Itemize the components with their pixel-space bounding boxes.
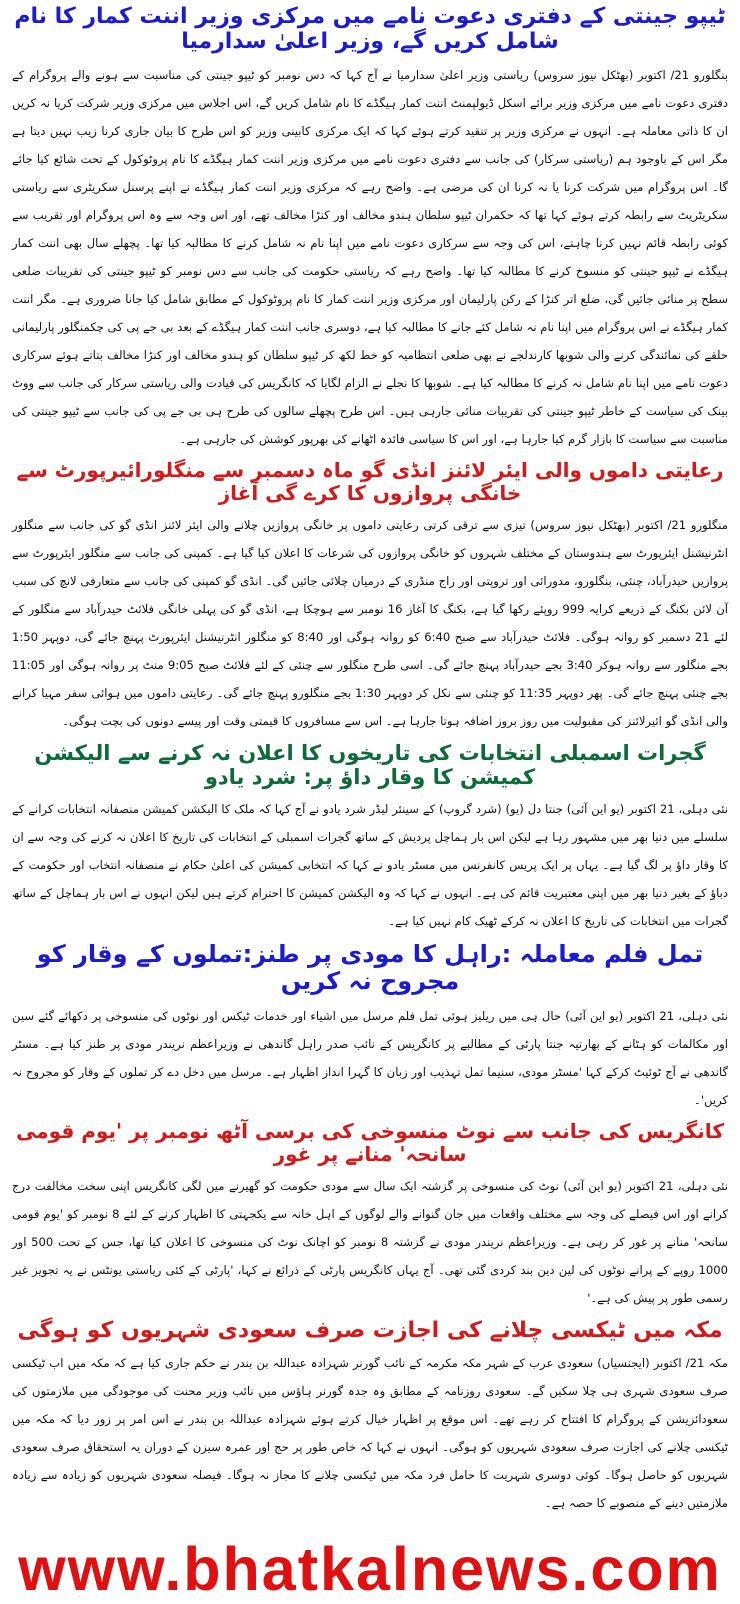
article-body: منگلورو 21/ اکتوبر (بھٹکل نیوز سروس) تیزی سے ترقی کرتی رعایتی داموں پر خانگی پروازیں چلانے والی ایئر لائنز انڈی گو کی جانب سے منگلور انٹرنیشنل ایئرپورٹ سے ہندوستان کے مختلف شہروں کو خانگی پروازوں کی شرعات کا اعلان کیا گیا ہے۔ کمپنی کی جانب سے منگلور ایئرپورٹ سے پروازیں حیدرآباد، چنئی، بنگلورو، مدورائی اور تروپتی اور راج منڈری کے درمیان چلائی جائیں گی۔ انڈی گو کمپنی کی جانب سے متعارفی لانچ کی سبب آن لائن بکنگ کے ذریعے کرایہ 999 روپئے رکھا گیا ہے، بکنگ کا آغاز 16 نومبر سے ہوچکا ہے، انڈی گو کی پہلی خانگی فلائٹ حیدرآباد سے منگلور کے لئے 21 دسمبر کو روانہ ہوگی۔ فلائٹ حیدرآباد سے صبح 6:40 کو روانہ ہوگی اور 8:40 کو منگلور انٹرنیشنل ایئرپورٹ پہنچ جائے گی، دوپہر 1:50 بجے منگلور سے روانہ ہوکر 3:40 بجے حیدرآباد پہنچ جائے گی۔ اسی طرح منگلور سے چنئی کے لئے فلائٹ صبح 9:05 منٹ پر روانہ ہوگی اور 11:05 بجے چنئی پہنچ جائے گی۔ پھر دوپہر 11:35 کو چنئی سے نکل کر دوپہر 1:30 بجے منگلورو پہنچ جائے گی۔ رعایتی داموں میں ہوائی سفر مہیا کرانے والی انڈی گو ائیرلائنز کی مقبولیت میں روز بروز اضافہ ہوتا جارہا ہے۔ اس سے مسافروں کا قیمتی وقت اور پیسے دونوں کی بچت ہوگی۔ xyxy=(12,517,728,728)
article-body: نئی دہلی، 21 اکتوبر (یو این آئی) حال ہی میں ریلیز ہوئی تمل فلم مرسل میں اشیاء اور خدمات ٹیکس اور نوٹوں کی منسوخی پر دکھائے گئے سین اور مکالمات کو ہٹانے کے بھارتیہ جنتا پارٹی کے مطالبے پر کانگریس کے نائب صدر راہل گاندھی نے وزیراعظم نریندر مودی پر طنز کیا ہے۔ مسٹر گاندھی نے آج ٹوئیٹ کرکے کہا 'مسٹر مودی، سنیما تمل تہذیب اور زبان کا گہرا انداز اظہار ہے۔ مرسل میں دخل دے کر تملوں کے وقار کو مجروح نہ کریں'۔ xyxy=(12,1009,728,1108)
article-headline: ٹیپو جینتی کے دفتری دعوت نامے میں مرکزی وزیر اننت کمار کا نام شامل کریں گے، وزیر اعلیٰ سدارمیا xyxy=(14,4,726,55)
article-body: مکہ 21/ اکتوبر (ایجنسیاں) سعودی عرب کے شہر مکہ مکرمہ کے نائب گورنر شہزادہ عبداللہ بن بندر نے حکم جاری کیا ہے کہ مکہ میں اب ٹیکسی صرف سعودی شہری ہی چلا سکیں گے۔ سعودی روزنامہ کے مطابق وہ جدہ گورنر ہاؤس میں نائب وزیر محنت کی موجودگی میں ملازمتوں کی سعودائزیشن کے پروگرام کا افتتاح کر رہے تھے۔ اس موقع پر اظہار خیال کرتے ہوئے شہزادہ عبداللہ بن بندر نے اس امر پر زور دیا کہ مکہ میں ٹیکسی چلانے کی اجازت صرف سعودی شہریوں کو ہوگی۔ انہوں نے کہا کہ خاص طور پر حج اور عمرہ سیزن کے دوران یہ استحقاق صرف سعودی شہریوں کو حاصل ہوگا۔ کوئی دوسری شہریت کا حامل فرد مکہ میں ٹیکسی چلانے کا مجاز نہ ہوگا۔ فیصلہ سعودی شہریوں کو زیادہ سے زیادہ ملازمتیں دینے کے منصوبے کا حصہ ہے۔ xyxy=(12,1356,729,1511)
article-headline: مکہ میں ٹیکسی چلانے کی اجازت صرف سعودی شہریوں کو ہوگی xyxy=(17,1318,723,1344)
article-headline: گجرات اسمبلی انتخابات کی تاریخوں کا اعلان نہ کرنے سے الیکشن کمیشن کا وقار داؤ پر: شرد یادو xyxy=(34,740,706,789)
footer-website[interactable]: www.bhatkalnews.com xyxy=(18,1535,722,1603)
article-headline: تمل فلم معاملہ :راہل کا مودی پر طنز:تملوں کے وقار کو مجروح نہ کریں xyxy=(36,939,704,996)
article-gujarat-elections xyxy=(0,741,740,935)
article-headline: رعایتی داموں والی ایئر لائنز انڈی گو ماہ دسمبر سے منگلورائیرپورٹ سے خانگی پروازوں کا کرے گی آغاز xyxy=(16,457,724,505)
article-makkah-taxi xyxy=(0,1318,740,1517)
article-headline: کانگریس کی جانب سے نوٹ منسوخی کی برسی آٹھ نومبر پر 'یوم قومی سانحہ' منانے پر غور xyxy=(16,1119,724,1167)
article-tipu-jayanti xyxy=(0,0,740,453)
article-tamil-film xyxy=(0,941,740,1114)
article-demonetisation xyxy=(0,1120,740,1312)
article-body: بنگلورو 21/ اکتوبر (بھٹکل نیوز سروس) ریاستی وزیر اعلیٰ سدارمیا نے آج کہا کہ دس نومبر کو ٹیپو جینتی کی مناسبت سے ہونے والے پروگرام کے دفتری دعوت نامے میں مرکزی وزیر برائے اسکل ڈیولپمنٹ اننت کمار ہیگڈے کا نام شامل کریں گے، اس اجلاس میں مرکزی وزیر شرکت کریا نہ کریں ان کا ذاتی معاملہ ہے۔ انہوں نے مرکزی وزیر پر تنقید کرتے ہوئے کہا کہ ایک مرکزی کابینی وزیر کو اس طرح کا بیان جاری کرنا زیب نہیں دیتا ہے مگر اس کے باوجود ہم (ریاستی سرکار) کی جانب سے دفتری دعوت نامے میں مرکزی وزیر اننت کمار ہیگڈے کا نام پروٹوکول کے تحت شائع کیا جائے گا۔ اس پروگرام میں شرکت کرنا یا نہ کرنا ان کی مرضی ہے۔ واضح رہے کہ مرکزی وزیر اننت کمار ہیگڈے نے اپنے پرسنل سکریٹری سے ریاستی سکریٹریٹ سے رابطہ کرتے ہوئے کہا تھا کہ حکمران ٹیپو سلطان ہندو مخالف اور کنڑا مخالف تھے، اور اس وجہ سے وہ اس پروگرام اور تقریب سے کوئی رابطہ قائم نہیں کرنا چاہتے، اس کی وجہ سے سرکاری دعوت نامے میں اپنا نام نہ شامل کرنے کا مطالبہ کیا تھا۔ پچھلے سال بھی اننت کمار ہیگڈے نے ٹیپو جینتی کو منسوخ کرنے کا مطالبہ کیا تھا۔ واضح رہے کہ ریاستی حکومت کی جانب سے دس نومبر کو ٹیپو جینتی کی تقریبات ضلعی سطح پر منائی جائیں گی، ضلع اتر کنڑا کے رکن پارلیمان اور مرکزی وزیر اننت کمار کا نام پروٹوکول کے مطابق شامل کیا جانا ضروری ہے۔ مگر اننت کمار ہیگڈے نے اس پروگرام میں اپنا نام نہ شامل کئے جانے کا مطالبہ کیا ہے، دوسری جانب اننت کمار ہیگڈے کے بعد بی جے پی کی چکمنگلور پارلیمانی حلقے کی نمائندگی کرنے والی شوبھا کارندلجے نے بھی ضلعی انتظامیہ کو خط لکھ کر ٹیپو سلطان کو ہندو مخالف اور کنڑا مخالف بتاتے ہوئے سرکاری دعوت نامے میں اپنا نام شامل نہ کرنے کا مطالبہ کیا ہے۔ شوبھا کا نجلے نے الزام لگایا کہ کانگریس کی قیادت والی ریاستی سرکار کی جانب سے ووٹ بینک کی سیاست کے خاطر ٹیپو جینتی کی تقریبات منائی جارہی ہیں۔ اس طرح پچھلے سالوں کی طرح ہی بی جے پی کی جانب سے ٹیپو جینتی کی مناسبت سے سیاست کا بازار گرم کیا جارہا ہے، اور اس کا سیاسی فائدہ اٹھانے کی بھرپور کوشش کی جارہی ہے۔ xyxy=(12,67,728,446)
article-body: نئی دہلی، 21 اکتوبر (یو این آئی) جنتا دل (یو) (شرد گروپ) کے سینئر لیڈر شرد یادو نے آج کہا کہ ملک کا الیکشن کمیشن منصفانہ انتخابات کرانے کے سلسلے میں دنیا بھر میں مشہور رہا ہے لیکن اس بار ہماچل پردیش کے ساتھ گجرات اسمبلی کے انتخابات کی تاریخ کا اعلان نہ کرنے کی وجہ سے ان کا وقار داؤ پر لگ گیا ہے۔ یہاں پر ایک پریس کانفرنس میں مسٹر یادو نے کہا کہ انتخابی کمیشن کی اعلیٰ حکام نے منصفانہ انتخاب اور حکومت کے دباؤ کے بغیر دنیا بھر میں اپنی معتبریت قائم کی ہے۔ انہوں نے کہا کہ وہ الیکشن کمیشن کا احترام کرتے ہیں لیکن انہوں نے اس بار ہماچل کے ساتھ گجرات میں انتخابات کی تاریخ کا اعلان نہ کرکے ٹھیک کام نہیں کیا ہے۔ xyxy=(12,801,728,928)
article-body: نئی دہلی، 21 اکتوبر (یو این آئی) نوٹ کی منسوخی پر گزشتہ ایک سال سے مودی حکومت کو گھیرنے میں لگی کانگریس اپنی سخت مخالفت درج کرانے اور اس فیصلے کی وجہ سے مختلف واقعات میں جان گنوانے والے لوگوں کے اہل خانہ سے یکجہتی کا اظہار کرنے کے لئے 8 نومبر کو 'یوم قومی سانحہ' منانے پر غور کر رہی ہے۔ وزیراعظم نریندر مودی نے گزشتہ 8 نومبر کو اچانک نوٹ کی منسوخی کا اعلان کیا تھا، جس کے تحت 500 اور 1000 روپے کے پرانے نوٹوں کی لین دین بند کردی گئی تھی۔ آج یہاں کانگریس پارٹی کے ذرائع نے کہا، 'پارٹی کے کئی ریاستی یونٹس نے یہ تجویز غیر رسمی طور پر پیش کی ہے۔' xyxy=(12,1179,728,1306)
article-indigo-flights xyxy=(0,459,740,735)
